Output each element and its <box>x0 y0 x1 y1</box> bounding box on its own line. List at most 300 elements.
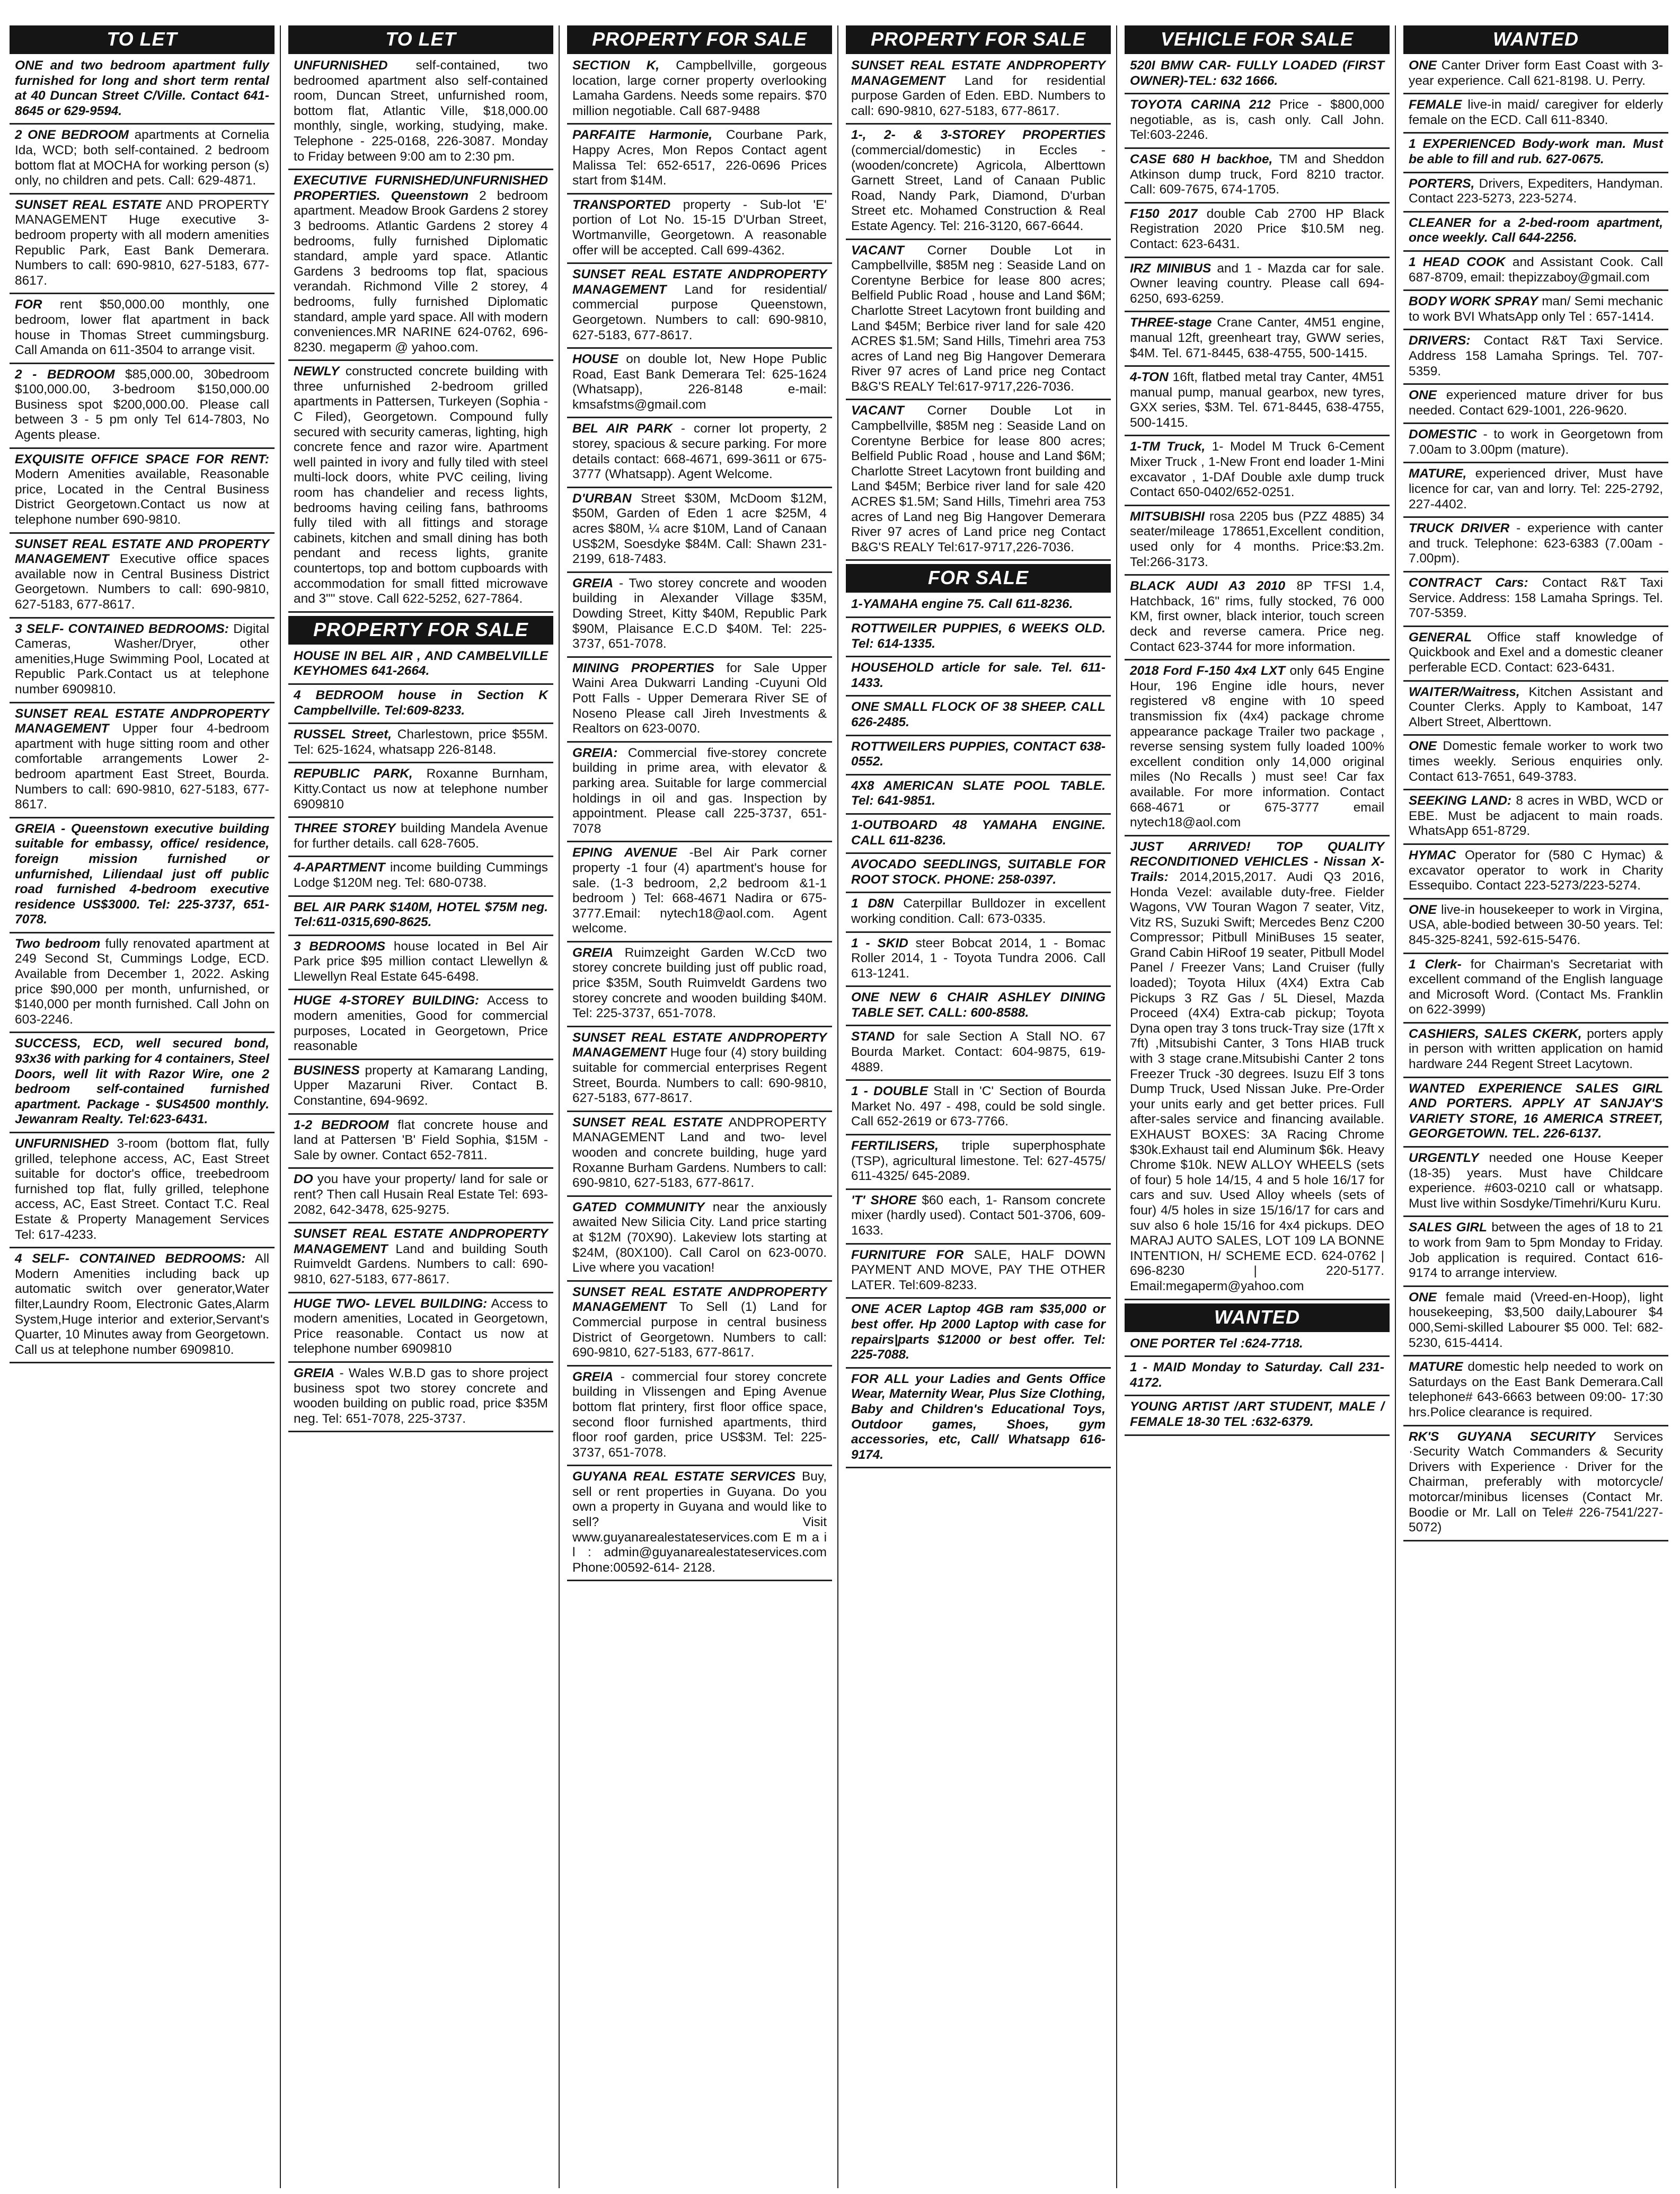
ad-text: flat concrete house and land at Pattersen 'B' Field Sophia, $15M - Sale by owner. Contact 652-7811. <box>294 1117 548 1162</box>
ad-text: - Wales W.B.D gas to shore project business spot two storey concrete and wooden building on public road, price $35M neg. Tel: 651-7078, 225-3737. <box>294 1365 548 1426</box>
ad-lead: CONTRACT Cars: <box>1409 576 1528 591</box>
classified-ad <box>567 1030 832 1112</box>
ad-text: house located in Bel Air Park price $95 million contact Llewellyn & Llewellyn Real Estate 645-6498. <box>294 939 549 984</box>
ad-lead: 2 - BEDROOM <box>15 367 115 382</box>
classified-ad <box>1403 630 1668 682</box>
ad-lead: 'T' SHORE <box>851 1193 917 1208</box>
ad-text: Access to modern amenities, Located in Georgetown, Price reasonable. Contact us now at telephone number 6909810 <box>294 1296 548 1356</box>
classified-ad <box>1403 216 1668 252</box>
classified-ad <box>288 1063 553 1115</box>
ad-text: Crane Canter, 4M51 engine, manual 12ft, greenheart tray, GWW series, $4M. Tel. 671-8445, 638-4755, 500-1415. <box>1130 315 1384 360</box>
classified-ad <box>1403 1081 1668 1148</box>
classified-ad <box>567 845 832 942</box>
classified-ad <box>1125 664 1390 836</box>
classified-ad <box>846 1029 1111 1081</box>
ad-lead: FOR <box>15 297 42 312</box>
classified-ad <box>1403 98 1668 134</box>
ad-text: - corner lot property, 2 storey, spacious & secure parking. For more details contact: 668-4671, 699-3611 or 675-3777 (Whatsapp). Agent Welcome. <box>572 421 827 482</box>
ad-lead: 1 D8N <box>851 896 894 911</box>
ad-lead: VACANT <box>851 403 904 418</box>
ad-lead: DOMESTIC <box>1409 427 1477 442</box>
ad-text: - Two storey concrete and wooden building in Alexander Village $35M, Dowding Street, Kitty $40M, Republic Park $90M, Plaisance E.C.D $40M. Tel: 225-3737, 651-7078. <box>572 576 827 651</box>
ad-lead: 1-TM Truck, <box>1130 439 1206 454</box>
classified-ad <box>1125 98 1390 149</box>
ad-lead: 4-APARTMENT <box>294 860 385 875</box>
classified-ad <box>1403 1290 1668 1356</box>
ad-lead: 1-2 BEDROOM <box>294 1117 389 1132</box>
classified-ad <box>1403 333 1668 385</box>
ad-text: between the ages of 18 to 21 to work from 9am to 5pm Monday to Friday. Job application is required. Contact 616-9174 to arrange interview. <box>1409 1220 1663 1281</box>
classified-ad <box>288 766 553 818</box>
ad-text: self-contained, two bedroomed apartment also self-contained room, Duncan Street, unfurnished room, bottom flat, Atlantic Ville, $18,000.00 monthly, single, working, studying, make. Telephone - 225-0168, 226-3087. Monday to Friday between 9:00 am to 2:30 pm. <box>294 58 548 164</box>
ad-lead: GENERAL <box>1409 630 1472 645</box>
ad-text: Caterpillar Bulldozer in excellent working condition. Call: 673-0335. <box>851 896 1106 926</box>
classified-ad <box>1403 427 1668 463</box>
ad-text: To Sell (1) Land for Commercial purpose in central business District of Georgetown. Numbers to call: 690-9810, 627-5183, 677-8617. <box>572 1300 827 1360</box>
ad-lead: ROTTWEILERS PUPPIES, CONTACT 638-0552. <box>851 739 1106 769</box>
ad-text: Drivers, Expediters, Handyman. Contact 223-5273, 223-5274. <box>1409 176 1663 206</box>
classified-ad <box>846 1248 1111 1299</box>
ad-text: constructed concrete building with three unfurnished 2-bedroom grilled apartments in Pattersen, Turkeyen (Sophia - C Filed), Georgetown. Compound fully secured with security cameras, lighting, high concrete fence and razor wire. Apartment well painted in ivory and fully tiled with steel multi-lock doors, white PVC ceiling, living room has chandelier and recess lights, bedrooms having ceiling fans, bathrooms fully tiled with all fittings and storage cabinets, kitchen and small dining has both pendant and recess lights, granite countertops, top and bottom cupboards with accommodation for small fitted microwave and 3"" stove. Call 622-5252, 627-7864. <box>294 364 548 606</box>
classified-ad <box>846 58 1111 125</box>
ad-lead: UNFURNISHED <box>15 1136 109 1151</box>
ad-text: property - Sub-lot 'E' portion of Lot No. 15-15 D'Urban Street, Wortmanville, Georgetown. A reasonable offer will be accepted. Call 699-4362. <box>572 197 827 258</box>
ad-text: 3-room (bottom flat, fully grilled, telephone access, AC, East Street suitable for doctor's office, treebedroom furnished top flat, fully grilled, telephone access, AC, East Street. Contact T.C. Real Estate & Property Management Services Tel: 617-4233. <box>15 1136 269 1242</box>
ad-lead: SEEKING LAND: <box>1409 794 1512 808</box>
ad-lead: HOUSEHOLD article for sale. Tel. 611-1433. <box>851 660 1106 690</box>
classified-ad <box>10 452 275 534</box>
ad-text: for Sale Upper Waini Area Dukwarri Landing -Cuyuni Old Pott Falls - Upper Demerara River SE of Noseno Please call Jireh Investments & Realtors on 623-0070. <box>572 660 827 736</box>
ad-lead: ONE <box>1409 388 1437 403</box>
classified-ad <box>846 243 1111 401</box>
ad-lead: ROTTWEILER PUPPIES, 6 WEEKS OLD. Tel: 614-1335. <box>851 621 1106 651</box>
ad-text: $85,000.00, 30bedroom $100,000.00, 3-bedroom $150,000.00 Business spot $200,000.00. Please call between 3 - 5 pm only Tel 614-7803, No Agents please. <box>15 367 269 443</box>
ad-lead: SUCCESS, ECD, well secured bond, 93x36 with parking for 4 containers, Steel Doors, well lit with Razor Wire, one 2 bedroom self-contained furnished apartment. Package - $US4500 monthly. Jewanram Realty. Tel:623-6431. <box>15 1036 269 1127</box>
ad-lead: GREIA <box>572 945 614 960</box>
ad-text: Campbellville, gorgeous location, large corner property overlooking Lamaha Gardens. Needs some repairs. $70 million negotiable. Call 687-9488 <box>572 58 827 118</box>
classified-ad <box>567 1285 832 1367</box>
ad-text: SALE, HALF DOWN PAYMENT AND MOVE, PAY THE OTHER LATER. Tel:609-8233. <box>851 1247 1106 1292</box>
classified-ad <box>10 707 275 818</box>
classified-ad <box>1403 739 1668 790</box>
ad-lead: TRUCK DRIVER <box>1409 521 1510 536</box>
classified-ad <box>846 990 1111 1026</box>
ad-lead: GUYANA REAL ESTATE SERVICES <box>572 1469 795 1484</box>
ad-lead: ONE SMALL FLOCK OF 38 SHEEP. CALL 626-2485. <box>851 700 1106 729</box>
classified-ad <box>1403 137 1668 173</box>
ad-text: for sale Section A Stall NO. 67 Bourda Market. Contact: 604-9875, 619-4889. <box>851 1029 1106 1074</box>
classified-ad <box>288 900 553 936</box>
ad-text: and Assistant Cook. Call 687-8709, email: thepizzaboy@gmail.com <box>1409 254 1663 285</box>
ad-lead: SUNSET REAL ESTATE ANDPROPERTY MANAGEMENT <box>572 1030 827 1060</box>
classified-ad <box>846 597 1111 618</box>
ad-text: - experience with canter and truck. Telephone: 623-6383 (7.00am - 7.00pm). <box>1409 521 1663 566</box>
ad-text: ANDPROPERTY MANAGEMENT Land and two- level wooden and concrete building, huge yard Roxanne Burham Gardens. Numbers to call: 690-9810, 627-5183, 677-8617. <box>572 1115 827 1191</box>
ad-lead: VACANT <box>851 243 904 258</box>
classified-ad <box>1403 903 1668 954</box>
ad-lead: STAND <box>851 1029 895 1044</box>
ad-lead: NEWLY <box>294 364 340 379</box>
ad-lead: EXECUTIVE FURNISHED/UNFURNISHED PROPERTIES. Queenstown <box>294 173 548 203</box>
classified-ad <box>846 1139 1111 1190</box>
classified-ad <box>288 1118 553 1169</box>
ad-text: Contact R&T Taxi Service. Address 158 Lamaha Springs. Tel. 707-5359. <box>1409 333 1663 378</box>
classified-ad <box>1403 466 1668 518</box>
ad-text: TM and Sheddon Atkinson dump truck, Ford 8210 tractor. Call: 609-7675, 674-1705. <box>1130 152 1384 197</box>
classified-ad <box>288 727 553 763</box>
ad-lead: TRANSPORTED <box>572 197 671 212</box>
ad-lead: SUNSET REAL ESTATE <box>15 197 162 212</box>
classified-ad <box>1403 521 1668 572</box>
ad-text: 16ft, flatbed metal tray Canter, 4M51 manual pump, manual gearbox, new tyres, GXX series, $3M. Tel. 671-8445, 638-4755, 500-1415. <box>1130 370 1384 430</box>
classified-ad <box>10 128 275 194</box>
classified-ad <box>288 364 553 613</box>
ad-lead: GREIA <box>572 1369 614 1384</box>
ad-text: Stall in 'C' Section of Bourda Market No. 497 - 498, could be sold single. Call 652-2619 or 673-7766. <box>851 1084 1106 1129</box>
ad-text: fully renovated apartment at 249 Second St, Cummings Lodge, ECD. Available from December 1, 2022. Asking price $90,000 per month, unfurnished, or $140,000 per month furnished. Call John on 603-2246. <box>15 936 269 1027</box>
ad-lead: D'URBAN <box>572 491 632 506</box>
ad-text: Buy, sell or rent properties in Guyana. Do you own a property in Guyana and would like to sell? Visit www.guyanarealestateservices.com E m a i l : admin@guyanarealestateservices.com Phone:00592-614- 2128. <box>572 1469 827 1575</box>
classified-ad <box>567 128 832 194</box>
ad-lead: HOUSE IN BEL AIR , AND CAMBELVILLE KEYHOMES 641-2664. <box>294 648 548 679</box>
ad-text: Kitchen Assistant and Counter Clerks. Apply to Kamboat, 147 Albert Street, Alberttown. <box>1409 684 1663 729</box>
classified-ad <box>1125 370 1390 436</box>
ad-lead: RK'S GUYANA SECURITY <box>1409 1429 1596 1444</box>
classified-ad <box>10 1252 275 1363</box>
classified-ad <box>1125 261 1390 313</box>
classified-ad <box>846 779 1111 815</box>
ad-text: 2 bedroom apartment. Meadow Brook Gardens 2 storey 3 bedrooms. Atlantic Gardens 2 storey 4 bedrooms, fully furnished Diplomatic standard, ample yard space. Atlantic Gardens 3 bedrooms top flat, spacious verandah. Richmond Ville 2 storey, 4 bedrooms, fully furnished Diplomatic standard, ample yard space. All with modern conveniences.MR NARINE 624-0762, 696-8230. megaperm @ yahoo.com. <box>294 188 548 355</box>
ad-lead: IRZ MINIBUS <box>1130 261 1212 276</box>
ad-text: near the anxiously awaited New Silicia City. Land price starting at $12M (70X90). Lakeview lots starting at $24M, (80X100). Call Carol on 623-0070. Live where you vacation! <box>572 1200 827 1275</box>
ad-lead: URGENTLY <box>1409 1151 1479 1166</box>
ad-lead: CLEANER for a 2-bed-room apartment, once weekly. Call 644-2256. <box>1409 215 1663 245</box>
classified-ad <box>1125 509 1390 576</box>
ad-text: AND PROPERTY MANAGEMENT Huge executive 3- bedroom property with all modern amenities Republic Park, East Bank Demerara. Numbers to call: 690-9810, 627-5183, 677-8617. <box>15 197 269 288</box>
ad-lead: FURNITURE FOR <box>851 1247 964 1262</box>
section-heading: VEHICLE FOR SALE <box>1125 25 1390 54</box>
ad-text: Office staff knowledge of Quickbook and Exel and a domestic cleaner perferable ECD. Contact: 623-6431. <box>1409 630 1663 675</box>
ad-lead: GREIA - Queenstown executive building suitable for embassy, office/ residence, foreign mission furnished or unfurnished, Liliendaal just off public road furnished 4-bedroom executive residence US$3000. Tel: 225-3737, 651-7078. <box>15 821 269 927</box>
ad-text: rosa 2205 bus (PZZ 4885) 34 seater/mileage 178651,Excellent condition, used only for 4 months. Price:$3.2m. Tel:266-3173. <box>1130 509 1384 569</box>
ad-lead: BODY WORK SPRAY <box>1409 294 1538 309</box>
classified-ad <box>10 822 275 933</box>
ad-lead: BEL AIR PARK <box>572 421 673 436</box>
section-heading: PROPERTY FOR SALE <box>846 25 1111 54</box>
ad-lead: 3 SELF- CONTAINED BEDROOMS: <box>15 621 229 636</box>
section-heading: TO LET <box>288 25 553 54</box>
ad-lead: MITSUBISHI <box>1130 509 1205 524</box>
classified-ad <box>1403 1220 1668 1287</box>
classified-ad <box>846 1372 1111 1469</box>
classified-ad <box>567 267 832 349</box>
ad-text: property at Kamarang Landing, Upper Mazaruni River. Contact B. Constantine, 694-9692. <box>294 1063 548 1108</box>
classified-ad <box>1125 1360 1390 1396</box>
ad-lead: ONE <box>1409 739 1437 754</box>
classified-ad <box>846 1193 1111 1245</box>
ad-lead: BUSINESS <box>294 1063 360 1078</box>
classified-ad <box>288 688 553 724</box>
ad-text: 2014,2015,2017. Audi Q3 2016, Honda Vezel: available duty-free. Fielder Wagons, VW Touran Wagon 7 seater, Vitz, Vitz RS, Suzuki Swift; Mercedes Benz C200 Compressor; Pitbull MiniBuses 15 seater, Grand Cabin HiRoof 19 seater, Pitbull Model Panel / Freezer Vans; Land Cruiser (fully loaded); Toyota Hilux (4X4) Extra Cab Pickups 3 RZ Gas / 5L Diesel, Mazda Proceed (4X4) Extra-cab pickup; Toyota Dyna open tray 3 tons truck-Tray size (17ft x 7ft) ,Mitsubishi Canter, 3 Tons HIAB truck with 3 stage crane.Mitsubishi Canter 2 tons Freezer Truck -30 degrees. Isuzu Elf 3 tons Dump Truck, Used Nissan Juke. Pre-Order your units early and get better prices. Full after-sales service and financing available. EXHAUST BOXES: 3A Racing Chrome $30k.Exhaust tail end Aluminum $6k. Heavy Chrome $10k. NEW ALLOY WHEELS (sets of four) 5 hole 14/15, 4 and 5 hole 16/17 for cars and suv. Used Alloy wheels (sets of four) 4/5 holes in size 15/16/17 for cars and suv also 6 hole 15/16 for 4x4 pickups. DEO MARAJ AUTO SALES, LOT 109 LA BONNE INTENTION, H/ SCHEME ECD. 624-0762 | 696-8230 | 220-5177. Email:megaperm@yahoo.com <box>1130 869 1384 1293</box>
classified-ad <box>10 58 275 125</box>
column-rule <box>1116 25 1117 2188</box>
classified-ad <box>567 352 832 418</box>
ad-lead: HYMAC <box>1409 848 1456 862</box>
classified-column <box>1122 25 1392 2188</box>
classified-ad <box>846 818 1111 854</box>
ad-text: Huge four (4) story building suitable for commercial enterprises Regent Street, Bourda. Numbers to call: 690-9810, 627-5183, 677-8617. <box>572 1045 827 1106</box>
ad-lead: BLACK AUDI A3 2010 <box>1130 579 1286 594</box>
ad-lead: 1 - MAID Monday to Saturday. Call 231-4172. <box>1130 1360 1384 1390</box>
classified-ad <box>1125 579 1390 660</box>
column-rule <box>559 25 560 2188</box>
ad-text: Roxanne Burnham, Kitty.Contact us now at telephone number 6909810 <box>294 766 548 812</box>
ad-text: Ruimzeight Garden W.CcD two storey concrete building just off public road, price $35M, South Ruimveldt Gardens two storey concrete and wooden building $40M. Tel: 225-3737, 651-7078. <box>572 945 827 1021</box>
ad-lead: WAITER/Waitress, <box>1409 684 1520 699</box>
section-heading: WANTED <box>1403 25 1668 54</box>
ad-lead: DRIVERS: <box>1409 333 1471 348</box>
classified-ad <box>846 1084 1111 1135</box>
classified-ad <box>567 946 832 1027</box>
ad-text: Commercial five-storey concrete building in prime area, with elevator & parking area. Suitable for large commercial holdings in oil and gas. Inspection by appointment. Please call 225-3737, 651-7078 <box>572 745 827 836</box>
ad-lead: AVOCADO SEEDLINGS, SUITABLE FOR ROOT STOCK. PHONE: 258-0397. <box>851 857 1106 887</box>
classified-ad <box>10 622 275 703</box>
ad-text: Land for residential purpose Garden of Eden. EBD. Numbers to call: 690-9810, 627-5183, 677-8617. <box>851 73 1106 118</box>
ad-text: Access to modern amenities, Good for commercial purposes, Located in Georgetown, Price reasonable <box>294 993 548 1054</box>
ad-text: on double lot, New Hope Public Road, East Bank Demerara Tel: 625-1624 (Whatsapp), 226-8148 e-mail: kmsafstms@gmail.com <box>572 352 827 412</box>
ad-lead: SUNSET REAL ESTATE ANDPROPERTY MANAGEMENT <box>572 267 827 297</box>
ad-text: live-in housekeeper to work in Virgina, USA, able-bodied between 30-50 years. Tel: 845-325-8241, 592-615-5476. <box>1409 902 1663 947</box>
classified-ad <box>567 1115 832 1197</box>
column-rule <box>837 25 838 2188</box>
ad-text: Street $30M, McDoom $12M, $50M, Garden of Eden 1 acre $25M, 4 acres $80M, ¼ acre $10M, Land of Canaan US$2M, Soesdyke $84M. Call: Shawn 231-2199, 618-7483. <box>572 491 827 567</box>
ad-text: Executive office spaces available now in Central Business District Georgetown. Numbers to call: 690-9810, 627-5183, 677-8617. <box>15 552 269 612</box>
section-heading: WANTED <box>1125 1303 1390 1332</box>
ad-text: Canter Driver form East Coast with 3-year experience. Call 621-8198. U. Perry. <box>1409 58 1663 88</box>
classified-ad <box>1403 1430 1668 1541</box>
ad-lead: CASHIERS, SALES CKERK, <box>1409 1026 1582 1041</box>
ad-lead: DO <box>294 1172 313 1187</box>
classified-ad <box>567 576 832 658</box>
classified-ad <box>846 660 1111 697</box>
ad-lead: 3 BEDROOMS <box>294 939 386 954</box>
classified-ad <box>846 1302 1111 1368</box>
ad-text: 8P TFSI 1.4, Hatchback, 16" rims, fully stocked, 76 000 KM, first owner, black interior, touch screen deck and reverse camera. Price neg. Contact 623-3744 for more information. <box>1130 579 1384 654</box>
ad-lead: ONE <box>1409 58 1437 73</box>
ad-text: 1- Model M Truck 6-Cement Mixer Truck , 1-New Front end loader 1-Mini excavator , 1-DAf Double axle dump truck Contact 650-0402/652-0251. <box>1130 439 1385 500</box>
ad-text: Corner Double Lot in Campbellville, $85M neg : Seaside Land on Corentyne Berbice for lease 800 acres; Belfield Public Road , house and Land $6M; Charlotte Street Lacytown front building and Land $45M; Berbice river land for sale 420 ACRES $1.5M; Sand Hills, Timehri area 753 acres of Land neg Big Hangover Demerara River 97 acres of Land price neg Contact B&G'S REALY Tel:617-9717,226-7036. <box>851 243 1106 394</box>
ad-text: apartments at Cornelia Ida, WCD; both self-contained. 2 bedroom bottom flat at MOCHA for working person (s) only, no children and pets. Call: 629-4871. <box>15 128 269 188</box>
ad-text: female maid (Vreed-en-Hoop), light housekeeping, $3,500 daily,Labourer $4 000,Semi-skilled Labourer $5 000. Tel: 682-5230, 615-4414. <box>1409 1290 1663 1350</box>
section-heading: PROPERTY FOR SALE <box>567 25 832 54</box>
classified-ad <box>567 1370 832 1467</box>
ad-text: - to work in Georgetown from 7.00am to 3.00pm (mature). <box>1409 427 1663 457</box>
ad-lead: 1 EXPERIENCED Body-work man. Must be able to fill and rub. 627-0675. <box>1409 137 1663 166</box>
classified-ad <box>1403 58 1668 94</box>
classified-ad <box>288 993 553 1060</box>
section-heading: PROPERTY FOR SALE <box>288 616 553 645</box>
ad-lead: YOUNG ARTIST /ART STUDENT, MALE / FEMALE 18-30 TEL :632-6379. <box>1130 1399 1384 1429</box>
classified-ad <box>1125 1399 1390 1435</box>
ad-text: Price - $800,000 negotiable, as is, cash only. Call John. Tel:603-2246. <box>1130 98 1384 143</box>
ad-lead: F150 2017 <box>1130 206 1198 221</box>
ad-lead: ONE <box>1409 1290 1437 1305</box>
ad-lead: SALES GIRL <box>1409 1220 1487 1235</box>
ad-lead: 520I BMW CAR- FULLY LOADED (FIRST OWNER)-TEL: 632 1666. <box>1130 58 1384 88</box>
classified-ad <box>1403 848 1668 900</box>
ad-text: building Mandela Avenue for further details. call 628-7605. <box>294 821 548 851</box>
ad-lead: SUNSET REAL ESTATE ANDPROPERTY MANAGEMENT <box>294 1227 548 1256</box>
ad-lead: SUNSET REAL ESTATE ANDPROPERTY MANAGEMENT <box>572 1284 827 1315</box>
classified-column <box>7 25 277 2188</box>
classified-ad <box>846 857 1111 893</box>
classified-ad <box>10 367 275 449</box>
ad-lead: WANTED EXPERIENCE SALES GIRL AND PORTERS. APPLY AT SANJAY'S VARIETY STORE, 16 AMERICA STREET, GEORGETOWN. TEL. 226-6137. <box>1409 1081 1663 1141</box>
ad-lead: ONE ACER Laptop 4GB ram $35,000 or best offer. Hp 2000 Laptop with case for repairs|parts $12000 or best offer. Tel: 225-7088. <box>851 1302 1106 1362</box>
ad-lead: UNFURNISHED <box>294 58 388 73</box>
ad-lead: HOUSE <box>572 352 618 367</box>
ad-lead: THREE-stage <box>1130 315 1212 330</box>
ad-lead: 1-YAMAHA engine 75. Call 611-8236. <box>851 597 1073 612</box>
classified-ad <box>1125 439 1390 506</box>
ad-text: -Bel Air Park corner property -1 four (4) apartment's house for sale. (1-3 bedroom, 2,2 bedroom &1-1 bedroom ) Tel: 668-4671 Nadira or 675-3777.Email: nytech18@aol.com. Agent welcome. <box>572 845 827 936</box>
classified-column <box>286 25 555 2188</box>
ad-text: All Modern Amenities including back up automatic switch over generator,Water filter,Laundry Room, Electronic Gates,Alarm System,Huge interior and exterior,Servant's Quarter, 10 Minutes away from Georgetown. Call us at telephone number 6909810. <box>15 1252 269 1357</box>
classified-ad <box>1403 1360 1668 1426</box>
ad-lead: Two bedroom <box>15 936 101 951</box>
classified-ad <box>1403 255 1668 291</box>
ad-text: man/ Semi mechanic to work BVI WhatsApp only Tel : 657-1414. <box>1409 294 1663 324</box>
ad-lead: 2 ONE BEDROOM <box>15 128 129 143</box>
classified-ad <box>1125 1336 1390 1358</box>
classified-ad <box>1403 685 1668 736</box>
ad-lead: ONE <box>1409 902 1437 917</box>
ad-lead: ONE PORTER Tel :624-7718. <box>1130 1336 1303 1351</box>
ad-text: rent $50,000.00 monthly, one bedroom, lower flat apartment in back house in Thomas Street cummingsburg. Call Amanda on 611-3504 to arrange visit. <box>15 297 269 358</box>
ad-lead: 1 - SKID <box>851 936 908 950</box>
classified-ad <box>288 1172 553 1223</box>
classified-ad <box>846 403 1111 561</box>
ad-lead: GREIA: <box>572 745 618 760</box>
classified-ad <box>846 896 1111 932</box>
ad-lead: 1 - DOUBLE <box>851 1084 929 1099</box>
ad-lead: SECTION K, <box>572 58 660 73</box>
ad-text: (commercial/domestic) in Eccles - (wooden/concrete) Agricola, Alberttown Garnett Street, Land of Canaan Public Road, Nandy Park, Diamond, D'urban Street etc. Mohamed Construction & Real Estate Agency. Tel: 216-3120, 667-6644. <box>851 143 1106 233</box>
classified-ad <box>288 860 553 896</box>
ad-lead: ONE NEW 6 CHAIR ASHLEY DINING TABLE SET. CALL: 600-8588. <box>851 990 1106 1020</box>
ad-lead: SUNSET REAL ESTATE AND PROPERTY MANAGEMENT <box>15 536 269 567</box>
ad-text: and 1 - Mazda car for sale. Owner leaving country. Please call 694-6250, 693-6259. <box>1130 261 1384 306</box>
classified-ad <box>10 198 275 295</box>
ad-lead: 4-TON <box>1130 370 1169 385</box>
classified-ad <box>1125 315 1390 367</box>
classified-ad <box>1403 957 1668 1024</box>
classified-ad <box>288 821 553 857</box>
classified-ad <box>288 649 553 685</box>
ad-text: triple superphosphate (TSP), agricultural limestone. Tel: 627-4575/ 611-4325/ 645-2089. <box>851 1139 1106 1184</box>
ad-lead: HUGE 4-STOREY BUILDING: <box>294 993 479 1008</box>
section-heading: TO LET <box>10 25 275 54</box>
classified-ad <box>1125 840 1390 1300</box>
ad-lead: FERTILISERS, <box>851 1139 939 1153</box>
ad-text: income building Cummings Lodge $120M neg. Tel: 680-0738. <box>294 860 548 890</box>
ad-text: domestic help needed to work on Saturdays on the East Bank Demerara.Call telephone# 643-6663 between 09:00- 17:30 hrs.Police clearance is required. <box>1409 1360 1663 1420</box>
ad-text: Corner Double Lot in Campbellville, $85M neg : Seaside Land on Corentyne Berbice for lease 800 acres; Belfield Public Road , house and Land $6M; Charlotte Street Lacytown front building and Land $45M; Berbice river land for sale 420 ACRES $1.5M; Sand Hills, Timehri area 753 acres of Land neg Big Hangover Demerara River 97 acres of Land price neg Contact B&G'S REALY Tel:617-9717,226-7036. <box>851 403 1106 554</box>
ad-lead: 1 HEAD COOK <box>1409 254 1506 269</box>
classified-ad <box>288 1227 553 1293</box>
classified-ad <box>846 739 1111 776</box>
ad-text: Land and building South Ruimveldt Gardens. Numbers to call: 690-9810, 627-5183, 677-8617. <box>294 1241 548 1287</box>
ad-text: you have your property/ land for sale or rent? Then call Husain Real Estate Tel: 693-2082, 642-3478, 625-9275. <box>294 1172 548 1217</box>
ad-lead: JUST ARRIVED! TOP QUALITY RECONDITIONED VEHICLES - Nissan X-Trails: <box>1130 839 1384 884</box>
ad-lead: CASE 680 H backhoe, <box>1130 152 1273 166</box>
ad-text: Charlestown, price $55M. Tel: 625-1624, whatsapp 226-8148. <box>294 727 549 757</box>
classified-ad <box>1403 177 1668 213</box>
ad-text: Courbane Park, Happy Acres, Mon Repos Contact agent Malissa Tel: 652-6517, 226-0696 Prices start from $14M. <box>572 128 827 188</box>
ad-text: experienced driver, Must have licence for car, van and lorry. Tel: 225-2792, 227-4402. <box>1409 466 1663 512</box>
ad-lead: PARFAITE Harmonie, <box>572 128 713 143</box>
ad-text: Digital Cameras, Washer/Dryer, other amenities,Huge Swimming Pool, Located at Republic Park.Contact us at telephone number 6909810. <box>15 621 269 697</box>
classified-ad <box>288 173 553 361</box>
classified-ad <box>1403 294 1668 330</box>
classified-ad <box>846 936 1111 988</box>
ad-text: steer Bobcat 2014, 1 - Bomac Roller 2014, 1 - Toyota Tundra 2006. Call 613-1241. <box>851 936 1106 981</box>
classified-ad <box>1403 1151 1668 1217</box>
ad-text: 8 acres in WBD, WCD or EBE. Must be adjacent to main roads. WhatsApp 651-8729. <box>1409 794 1664 839</box>
ad-lead: SUNSET REAL ESTATE ANDPROPERTY MANAGEMENT <box>851 58 1106 88</box>
classified-ad <box>567 661 832 743</box>
column-rule <box>280 25 281 2188</box>
ad-text: Modern Amenities available, Reasonable price, Located in the Central Business District Georgetown.Contact us now at telephone number 690-9810. <box>15 467 269 527</box>
ad-lead: THREE STOREY <box>294 821 396 836</box>
ad-lead: 1 Clerk- <box>1409 957 1462 972</box>
classified-ad <box>10 1136 275 1248</box>
ad-lead: 2018 Ford F-150 4x4 LXT <box>1130 664 1286 679</box>
classified-ad <box>567 58 832 125</box>
classified-ad <box>10 537 275 619</box>
classified-ad <box>288 58 553 170</box>
classified-ad <box>1403 794 1668 845</box>
ad-lead: REPUBLIC PARK, <box>294 766 413 781</box>
ad-lead: GATED COMMUNITY <box>572 1200 705 1214</box>
classified-ad <box>1125 207 1390 258</box>
ad-lead: MATURE, <box>1409 466 1467 481</box>
ad-lead: FEMALE <box>1409 98 1462 112</box>
classified-ad <box>567 421 832 488</box>
ad-lead: EPING AVENUE <box>572 845 677 860</box>
ad-text: double Cab 2700 HP Black Registration 2020 Price $10.5M neg. Contact: 623-6431. <box>1130 206 1384 251</box>
ad-lead: 4 BEDROOM house in Section K Campbellville. Tel:609-8233. <box>294 688 548 718</box>
column-rule <box>1395 25 1396 2188</box>
ad-lead: 1-OUTBOARD 48 YAMAHA ENGINE. CALL 611-8236. <box>851 817 1106 848</box>
classified-column <box>844 25 1113 2188</box>
ad-text: only 645 Engine Hour, 196 Engine idle hours, never registered v8 engine with 10 speed transmission fix (4x4) package chrome appearance package Trailer two package , reverse sensing system fully loaded 100% excellent condition only 14,000 original miles (No Recalls ) must see! Car fax available. For more information. Contact 668-4671 or 675-3777 email nytech18@aol.com <box>1130 664 1384 830</box>
classified-ad <box>1125 152 1390 204</box>
classified-ad <box>288 939 553 991</box>
classified-ad <box>567 746 832 843</box>
classified-ad <box>10 1036 275 1133</box>
ad-text: Upper four 4-bedroom apartment with huge sitting room and other comfortable arrangements Lower 2-bedroom apartment East Street, Bourda. Numbers to call: 690-9810, 627-5183, 677-8617. <box>15 721 269 812</box>
classified-ad <box>567 1469 832 1581</box>
ad-text: Services ·Security Watch Commanders & Security Drivers with Experience · Driver for the Chairman, preferably with motorcycle/ motorcar/minibus licenses (Contact Mr. Boodie or Mr. Lall on Tele# 226-7541/227-5072) <box>1409 1429 1663 1535</box>
classified-ad <box>567 198 832 264</box>
ad-lead: 4 SELF- CONTAINED BEDROOMS: <box>15 1252 246 1266</box>
classified-ad <box>846 700 1111 736</box>
ad-text: Land for residential/ commercial purpose Queenstown, Georgetown. Numbers to call: 690-9810, 627-5183, 677-8617. <box>572 282 827 342</box>
ad-text: Domestic female worker to work two times weekly. Serious enquiries only. Contact 613-7651, 649-3783. <box>1409 739 1663 784</box>
ad-lead: SUNSET REAL ESTATE <box>572 1115 723 1130</box>
ad-text: porters apply in person with written application on hamid hardware 244 Regent Street Lacytown. <box>1409 1026 1663 1072</box>
